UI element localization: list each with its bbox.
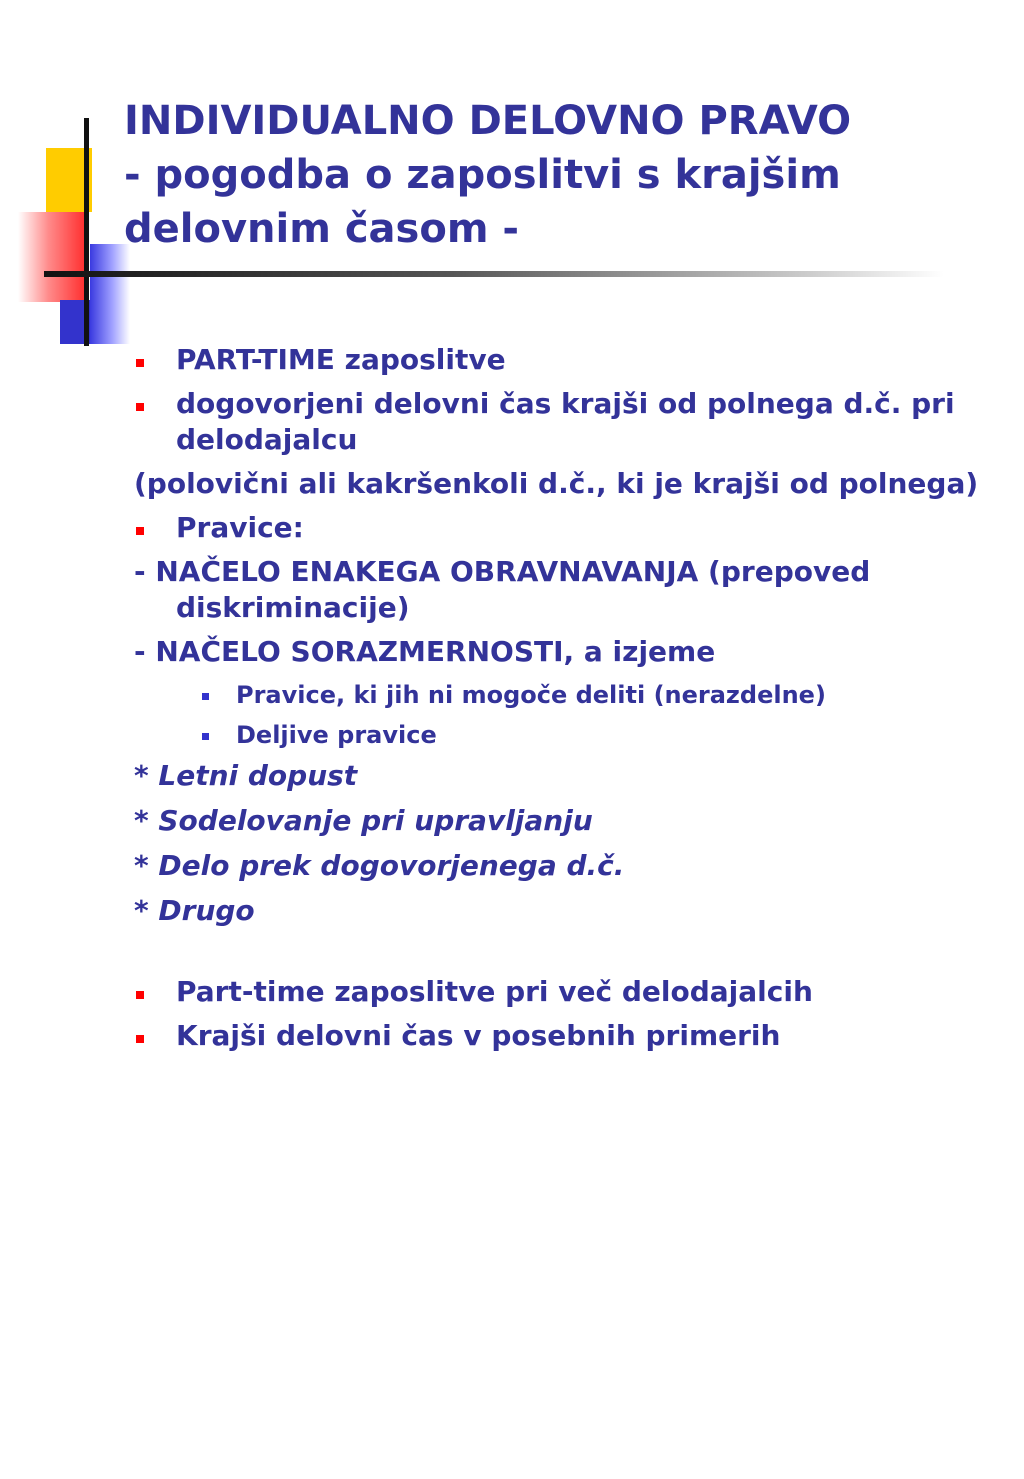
italic-item: * Letni dopust (134, 759, 358, 792)
square-bullet-icon (136, 403, 144, 411)
decor-horizontal-line (44, 271, 944, 277)
title-line-2: - pogodba o zaposlitvi s krajšim (124, 152, 841, 198)
square-bullet-icon (136, 1035, 144, 1043)
spacer (134, 938, 994, 974)
principle-proportionality: - NAČELO SORAZMERNOSTI, a izjeme (134, 635, 716, 668)
italic-item: * Delo prek dogovorjenega d.č. (134, 849, 625, 882)
bullet-item (134, 974, 994, 1010)
bullet-text: Part-time zaposlitve pri več delodajalcih (176, 975, 813, 1008)
sub-bullet-text: Pravice, ki jih ni mogoče deliti (nerazdelne) (236, 681, 826, 709)
square-sub-bullet-icon (202, 733, 209, 740)
bullet-text: Krajši delovni čas v posebnih primerih (176, 1019, 781, 1052)
principle-equal-treatment: - NAČELO ENAKEGA OBRAVNAVANJA (prepoved diskriminacije) (134, 555, 871, 624)
square-bullet-icon (136, 991, 144, 999)
note-text: (polovični ali kakršenkoli d.č., ki je krajši od polnega) (134, 467, 979, 500)
decor-red-square (18, 212, 86, 302)
square-sub-bullet-icon (202, 693, 209, 700)
italic-item: * Sodelovanje pri upravljanju (134, 804, 593, 837)
bullet-text: dogovorjeni delovni čas krajši od polnega d.č. pri delodajalcu (176, 387, 955, 456)
bullet-item (134, 342, 994, 378)
bullet-item (134, 386, 994, 458)
square-bullet-icon (136, 527, 144, 535)
decor-vertical-line (84, 118, 89, 346)
slide-title (124, 94, 851, 256)
square-bullet-icon (136, 359, 144, 367)
bullet-text: PART-TIME zaposlitve (176, 343, 506, 376)
bullet-item (134, 1018, 994, 1054)
sub-bullet-text: Deljive pravice (236, 721, 437, 749)
bullet-item (134, 510, 994, 546)
bullet-text: Pravice: (176, 511, 304, 544)
sub-bullet-item (134, 678, 994, 712)
italic-item: * Drugo (134, 894, 255, 927)
title-line-1: INDIVIDUALNO DELOVNO PRAVO (124, 98, 852, 144)
title-line-3: delovnim časom - (124, 206, 520, 252)
slide-content (134, 342, 994, 1062)
decor-blue-gradient (90, 244, 130, 344)
sub-bullet-item (134, 718, 994, 752)
